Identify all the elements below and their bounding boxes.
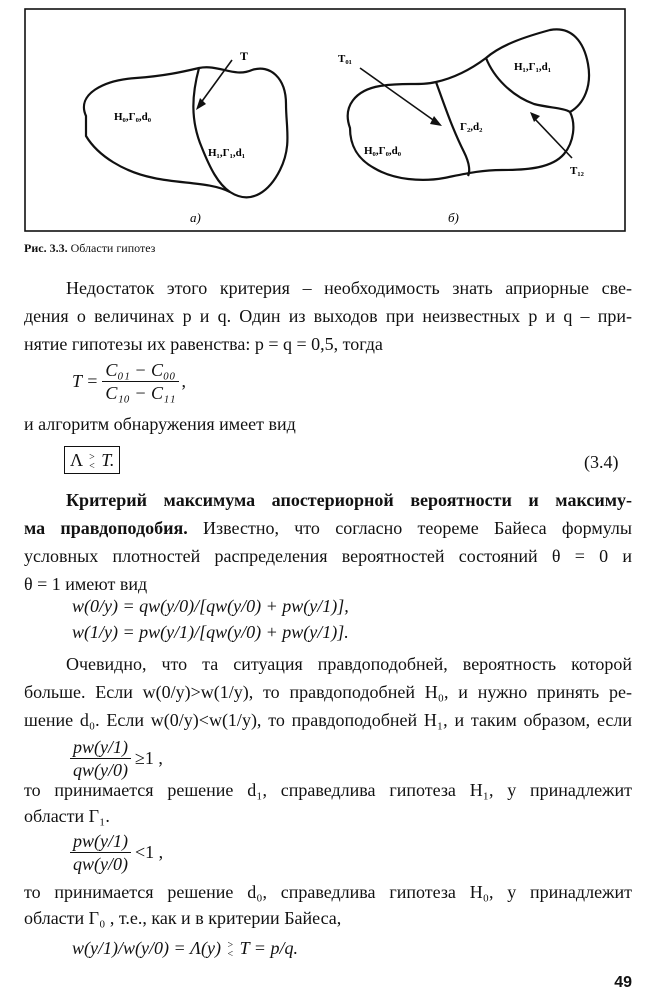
formula-T-tail: ,	[181, 371, 187, 391]
panel-b-region-left: H₀,Г₀,d₀	[364, 145, 402, 157]
para2-rest1: Известно, что согласно теореме Байеса формулы	[187, 518, 632, 538]
formula-3-4	[64, 446, 120, 474]
panel-b-arrow-out	[534, 118, 572, 158]
para1-line1: Недостаток этого критерия – необходимость знать априорные све-	[66, 278, 632, 298]
panel-a-region-left: H₀,Г₀,d₀	[114, 111, 152, 123]
formula-3-4-rhs: T.	[101, 450, 115, 470]
para2-heading-line1: Критерий максимума апостериорной вероятности и максиму-	[66, 490, 632, 510]
para3-line1: Очевидно, что та ситуация правдоподобней, вероятность которой	[66, 654, 632, 674]
panel-a-arrow-label: T	[240, 49, 249, 63]
ratio-2-den: qw(y/0)	[73, 853, 128, 874]
para3-line2: больше. Если w(0/y)>w(1/y), то правдоподобней H₀, и нужно принять ре-	[24, 682, 632, 702]
para5-line1: то принимается решение d₀, справедлива гипотеза H₀, y принадлежит	[24, 882, 632, 902]
panel-b-region-top: H₁,Г₁,d₁	[514, 61, 552, 73]
para3-line3: шение d₀. Если w(0/y)<w(1/y), то правдоподобней H₁, и таким образом, если	[24, 710, 632, 730]
formula-T-fraction	[102, 359, 178, 404]
panel-b-arrow-in-label: T₀₁	[338, 53, 352, 65]
final-equation-lhs: w(y/1)/w(y/0) = Λ(y)	[72, 938, 221, 958]
para1-line3: нятие гипотезы их равенства: p = q = 0,5, тогда	[24, 334, 383, 354]
formula-T-lhs: T =	[72, 371, 99, 391]
panel-b-arrowhead-out	[530, 112, 540, 122]
final-equation	[72, 934, 298, 962]
panel-b-arrowhead-in	[430, 116, 442, 126]
ratio-1-den: qw(y/0)	[73, 759, 128, 780]
figure-regions	[24, 8, 626, 232]
page-number: 49	[614, 974, 632, 991]
ratio-1-relation: ≥1 ,	[134, 748, 163, 768]
para2-line2	[24, 514, 632, 542]
formula-T-den: C₁₀ − C₁₁	[105, 382, 176, 403]
para2-line4: θ = 1 имеют вид	[24, 574, 148, 594]
ratio-2	[70, 828, 163, 876]
bayes-equation-1: w(0/y) = qw(y/0)/[qw(y/0) + pw(y/1)],	[72, 596, 349, 616]
ratio-1-fraction	[70, 736, 131, 781]
panel-b-sublabel: б)	[448, 210, 459, 225]
formula-T	[72, 358, 186, 404]
panel-b-arrow-out-label: T₁₂	[570, 165, 584, 177]
formula-3-4-relation: > <	[89, 451, 95, 472]
caption-prefix: Рис. 3.3.	[24, 241, 68, 255]
panel-a-sublabel: а)	[190, 210, 201, 225]
caption-text: Области гипотез	[70, 241, 156, 255]
ratio-1-num: pw(y/1)	[70, 736, 131, 759]
bayes-equation-2: w(1/y) = pw(y/1)/[qw(y/0) + pw(y/1)].	[72, 622, 349, 642]
panel-b-arrow-in	[360, 68, 436, 122]
ratio-2-num: pw(y/1)	[70, 830, 131, 853]
panel-b-region-mid: Г₂,d₂	[460, 121, 483, 133]
equation-number: (3.4)	[584, 452, 619, 472]
para5-line2: области Г₀ , т.е., как и в критерии Байеса,	[24, 908, 342, 928]
para2-heading-line2: ма правдоподобия.	[24, 518, 188, 538]
para2-line3: условных плотностей распределения вероятностей состояний θ = 0 и	[24, 546, 632, 566]
ratio-1	[70, 734, 163, 782]
para1-line2: дения о величинах p и q. Один из выходов при неизвестных p и q – при-	[24, 306, 632, 326]
formula-3-4-lambda: Λ	[70, 450, 83, 470]
final-equation-rhs: T = p/q.	[239, 938, 298, 958]
formula-3-4-box	[64, 446, 120, 474]
formula-T-num: C₀₁ − C₀₀	[102, 359, 178, 382]
para4-line1: то принимается решение d₁, справедлива гипотеза H₁, y принадлежит	[24, 780, 632, 800]
final-equation-relation: > <	[227, 939, 234, 960]
panel-a-outline	[84, 67, 288, 197]
panel-a-arrowhead	[196, 98, 206, 110]
line-algorithm: и алгоритм обнаружения имеет вид	[24, 414, 296, 434]
panel-a-region-right: H₁,Г₁,d₁	[208, 147, 246, 159]
ratio-2-relation: <1 ,	[134, 842, 164, 862]
para4-line2: области Г₁.	[24, 806, 110, 826]
figure-caption	[24, 240, 155, 256]
panel-b-outline	[348, 29, 589, 179]
ratio-2-fraction	[70, 830, 131, 875]
